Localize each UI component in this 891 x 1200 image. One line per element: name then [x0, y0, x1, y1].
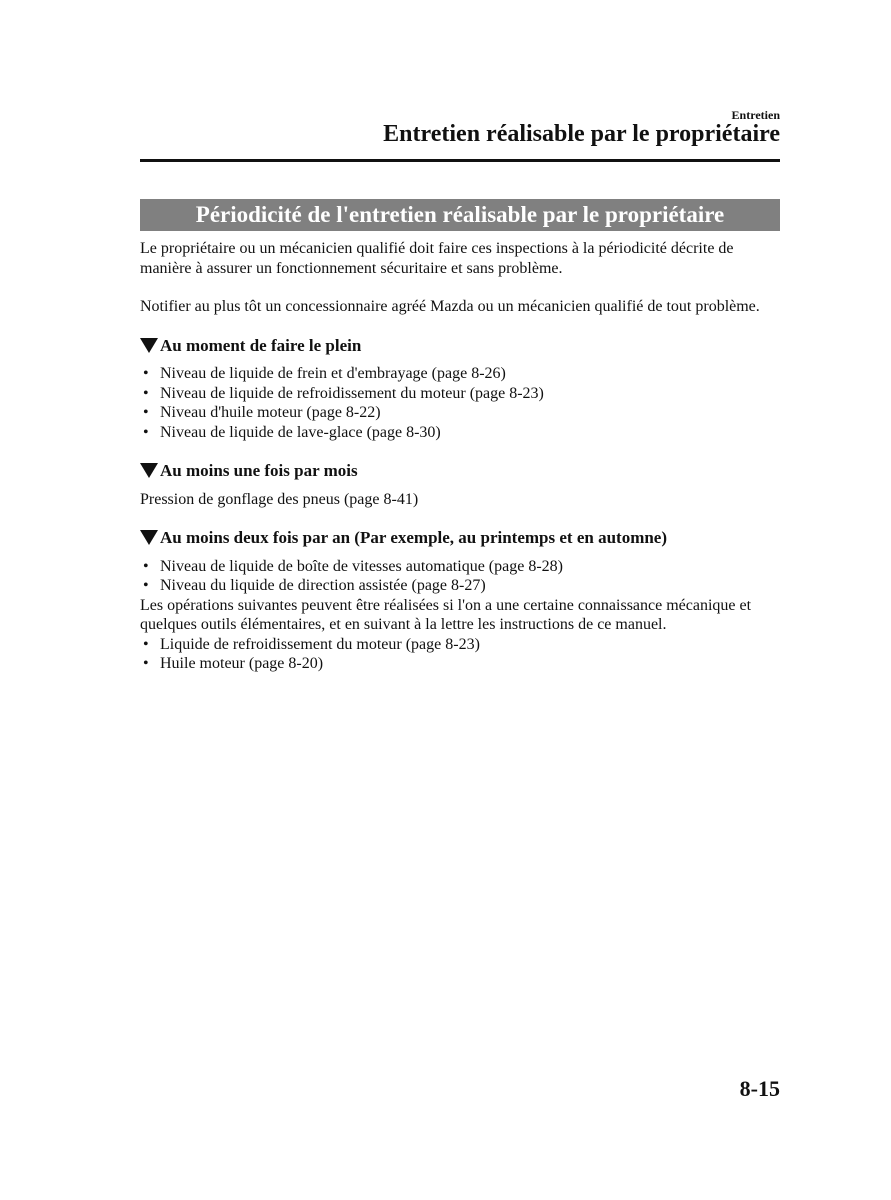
subsection-heading	[140, 528, 780, 548]
subsection-text: Pression de gonflage des pneus (page 8-41)	[140, 490, 419, 508]
intro-paragraph-1: Le propriétaire ou un mécanicien qualifié doit faire ces inspections à la périodicité décrite de manière à assurer un fonctionnement sécuritaire et sans problème.	[140, 240, 734, 277]
list-item: • Niveau de liquide de lave-glace (page 8-30)	[140, 423, 780, 443]
list-item: • Niveau d'huile moteur (page 8-22)	[140, 403, 780, 423]
page-number: 8-15	[739, 1076, 780, 1101]
subsection-fueling	[140, 336, 780, 443]
subsection-text: Les opérations suivantes peuvent être réalisées si l'on a une certaine connaissance mécanique et quelques outils élémentaires, et en suivant à la lettre les instructions de ce manuel.	[140, 596, 752, 633]
subsection-heading-text: Au moment de faire le plein	[160, 335, 362, 355]
content-body	[140, 239, 780, 674]
subsection-heading	[140, 336, 780, 356]
list-item: • Niveau de liquide de frein et d'embrayage (page 8-26)	[140, 364, 780, 384]
list-item: • Huile moteur (page 8-20)	[140, 654, 780, 674]
triangle-down-icon	[140, 530, 158, 545]
triangle-down-icon	[140, 338, 158, 353]
subsection-heading	[140, 461, 780, 481]
intro-paragraph-2: Notifier au plus tôt un concessionnaire agréé Mazda ou un mécanicien qualifié de tout problème.	[140, 298, 760, 315]
list-item: • Niveau de liquide de boîte de vitesses automatique (page 8-28)	[140, 557, 780, 577]
subsection-monthly	[140, 461, 780, 509]
list-item: • Niveau du liquide de direction assistée (page 8-27)	[140, 576, 780, 596]
bullet-list	[140, 557, 780, 596]
list-item: • Liquide de refroidissement du moteur (page 8-23)	[140, 635, 780, 655]
page-header-title: Entretien réalisable par le propriétaire	[383, 121, 780, 147]
list-item: • Niveau de liquide de refroidissement du moteur (page 8-23)	[140, 384, 780, 404]
subsection-heading-text: Au moins deux fois par an (Par exemple, au printemps et en automne)	[160, 528, 668, 547]
header-section-label: Entretien	[731, 108, 780, 122]
section-banner: Périodicité de l'entretien réalisable par le propriétaire	[140, 199, 780, 231]
subsection-twice-yearly	[140, 528, 780, 674]
bullet-list	[140, 364, 780, 442]
header-rule	[140, 159, 780, 162]
subsection-heading-text: Au moins une fois par mois	[160, 461, 358, 480]
triangle-down-icon	[140, 463, 158, 478]
bullet-list	[140, 635, 780, 674]
